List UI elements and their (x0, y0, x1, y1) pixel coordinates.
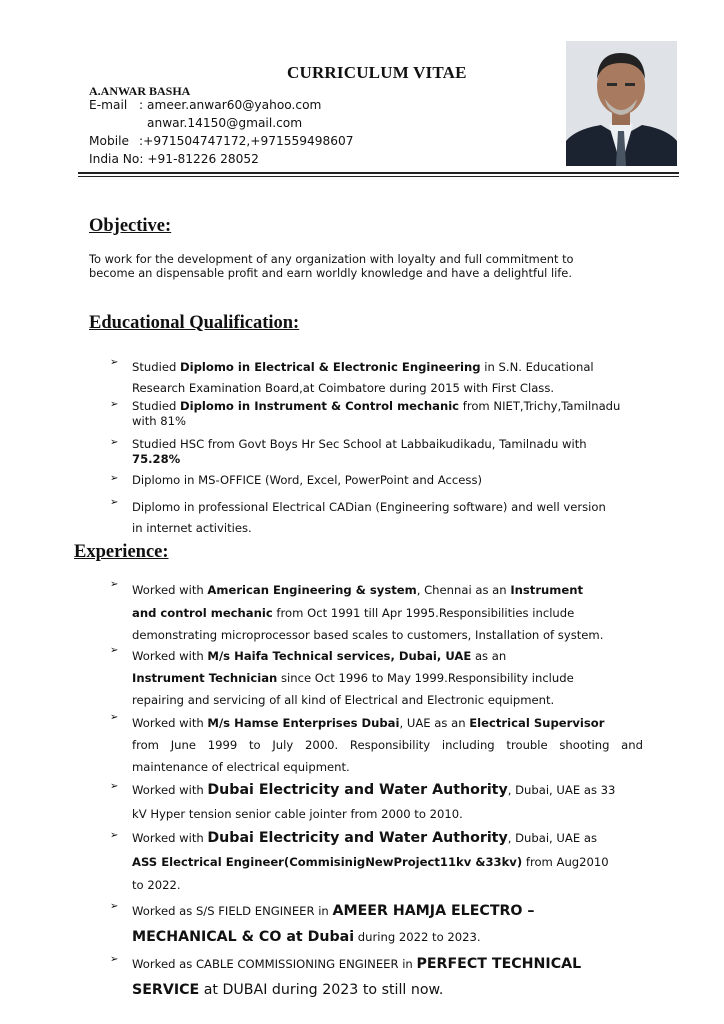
item-text: Diplomo in MS-OFFICE (Word, Excel, PowerPoint and Access) (132, 473, 483, 487)
bullet-arrow-icon: ➢ (110, 579, 119, 590)
item-emphasis: PERFECT TECHNICAL (416, 956, 582, 972)
item-text: , Dubai, UAE as (507, 831, 597, 845)
item-emphasis: ASS Electrical Engineer(CommisinigNewProject11kv &33kv) (132, 854, 523, 869)
item-emphasis: MECHANICAL & CO at Dubai (132, 929, 355, 945)
bullet-arrow-icon: ➢ (110, 437, 119, 448)
item-text: as an (471, 649, 507, 663)
cv-title (287, 63, 467, 83)
item-text: Worked with (132, 716, 208, 730)
item-text: to 2022. (132, 878, 181, 892)
item-text: Studied HSC from Govt Boys Hr Sec School at Labbaikudikadu, Tamilnadu with (132, 437, 587, 451)
item-emphasis: 75.28% (132, 452, 181, 466)
item-text: Worked as CABLE COMMISSIONING ENGINEER in (132, 957, 417, 971)
header-divider-thin (78, 176, 679, 177)
email-label: E-mail (89, 98, 128, 112)
objective-line: become an dispensable profit and earn worldly knowledge and have a delightful life. (89, 266, 572, 280)
bullet-arrow-icon: ➢ (110, 712, 119, 723)
item-text: with 81% (132, 414, 187, 428)
india-label: India No: (89, 152, 144, 166)
item-emphasis: M/s Haifa Technical services, Dubai, UAE (207, 649, 472, 663)
mobile-value: :+971504747172,+971559498607 (139, 134, 354, 148)
item-text: Worked with (132, 649, 208, 663)
item-emphasis: Instrument (510, 583, 584, 597)
email-row (89, 98, 322, 112)
mobile-label: Mobile (89, 134, 129, 148)
experience-heading: Experience: (74, 542, 169, 562)
bullet-arrow-icon: ➢ (110, 781, 119, 792)
item-text: Studied (132, 399, 181, 413)
item-emphasis: American Engineering & system (207, 583, 417, 597)
item-text: from Aug2010 (522, 854, 609, 869)
item-emphasis: Instrument Technician (132, 671, 278, 685)
item-text: Worked with (132, 583, 208, 597)
bullet-arrow-icon: ➢ (110, 901, 119, 912)
objective-line: To work for the development of any organization with loyalty and full commitment to (89, 252, 574, 266)
portrait-illustration (566, 41, 677, 166)
item-text: Studied (132, 360, 181, 374)
candidate-name: A.ANWAR BASHA (89, 84, 191, 98)
item-emphasis: AMEER HAMJA ELECTRO – (332, 903, 535, 919)
item-text: from Oct 1991 till Apr 1995.Responsibilities include (272, 605, 575, 620)
item-emphasis: Diplomo in Instrument & Control mechanic (180, 399, 460, 413)
bullet-arrow-icon: ➢ (110, 954, 119, 965)
item-emphasis: M/s Hamse Enterprises Dubai (207, 716, 400, 730)
item-text: Worked with (132, 831, 208, 845)
item-text: Worked as S/S FIELD ENGINEER in (132, 904, 333, 918)
item-text: repairing and servicing of all kind of Electrical and Electronic equipment. (132, 693, 555, 707)
item-text: , Chennai as an (416, 583, 511, 597)
item-emphasis: Dubai Electricity and Water Authority (207, 830, 508, 846)
item-text: kV Hyper tension senior cable jointer from 2000 to 2010. (132, 807, 463, 821)
objective-heading: Objective: (89, 216, 172, 236)
item-text: during 2022 to 2023. (354, 930, 481, 944)
bullet-arrow-icon: ➢ (110, 399, 119, 410)
item-text: from NIET,Trichy,Tamilnadu (459, 399, 621, 413)
education-heading: Educational Qualification: (89, 313, 300, 333)
item-text: since Oct 1996 to May 1999.Responsibility include (277, 671, 574, 685)
portrait-photo (566, 41, 677, 166)
email-primary[interactable]: : ameer.anwar60@yahoo.com (139, 98, 322, 112)
item-text: maintenance of electrical equipment. (132, 760, 350, 774)
item-text: from June 1999 to July 2000. Responsibility including trouble shooting and (132, 738, 643, 752)
email-secondary[interactable]: anwar.14150@gmail.com (147, 116, 303, 130)
item-text: , Dubai, UAE as 33 (507, 783, 616, 797)
item-emphasis: Dubai Electricity and Water Authority (207, 782, 508, 798)
header-divider (78, 172, 679, 174)
item-text: at DUBAI during 2023 to still now. (199, 982, 444, 998)
bullet-arrow-icon: ➢ (110, 473, 119, 484)
item-text: demonstrating microprocessor based scales to customers, Installation of system. (132, 628, 604, 642)
item-text: in S.N. Educational (480, 360, 594, 374)
india-number-row (89, 152, 259, 166)
india-value: +91-81226 28052 (147, 152, 259, 166)
item-text: Diplomo in professional Electrical CADian (Engineering software) and well version (132, 500, 606, 514)
bullet-arrow-icon: ➢ (110, 357, 119, 368)
item-emphasis: SERVICE (132, 982, 200, 998)
bullet-arrow-icon: ➢ (110, 830, 119, 841)
item-emphasis: and control mechanic (132, 605, 273, 620)
item-emphasis: Electrical Supervisor (469, 716, 605, 730)
item-emphasis: Diplomo in Electrical & Electronic Engineering (180, 360, 481, 374)
objective-text (89, 252, 649, 280)
item-text: , UAE as an (399, 716, 470, 730)
item-text: Research Examination Board,at Coimbatore during 2015 with First Class. (132, 381, 555, 395)
item-text: Worked with (132, 783, 208, 797)
bullet-arrow-icon: ➢ (110, 497, 119, 508)
cv-title-text: CURRICULUM VITAE (287, 63, 467, 82)
mobile-row (89, 134, 354, 148)
bullet-arrow-icon: ➢ (110, 645, 119, 656)
item-text: in internet activities. (132, 521, 252, 535)
